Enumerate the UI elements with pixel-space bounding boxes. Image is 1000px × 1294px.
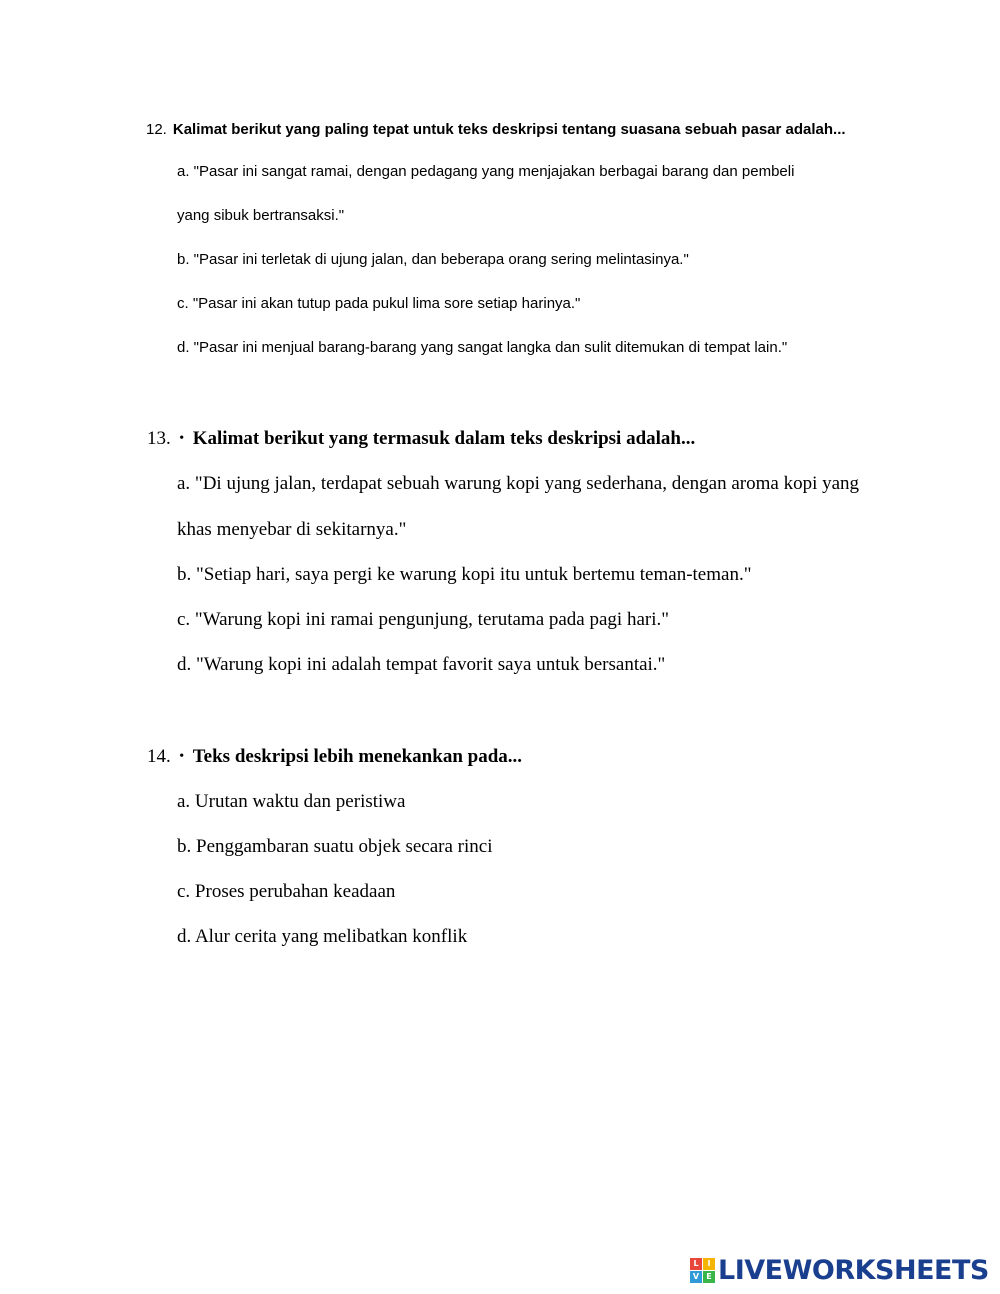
option-line: a. "Di ujung jalan, terdapat sebuah warung kopi yang sederhana, dengan aroma kopi yang (177, 473, 860, 494)
option-line: c. "Warung kopi ini ramai pengunjung, terutama pada pagi hari." (177, 609, 669, 630)
logo-mark-tile: V (690, 1271, 702, 1283)
logo-mark-tile: L (690, 1258, 702, 1270)
question-number: 14. (147, 746, 171, 767)
question-stem (147, 426, 947, 452)
bullet-icon: • (179, 431, 185, 446)
option-line: d. "Pasar ini menjual barang-barang yang sangat langka dan sulit ditemukan di tempat lain." (177, 339, 788, 356)
option-line: khas menyebar di sekitarnya." (177, 519, 407, 540)
question-text: Kalimat berikut yang termasuk dalam teks deskripsi adalah... (192, 428, 696, 449)
option-line: d. Alur cerita yang melibatkan konflik (177, 926, 468, 947)
question-stem (147, 744, 947, 770)
option-line: b. "Pasar ini terletak di ujung jalan, dan beberapa orang sering melintasinya." (177, 251, 689, 268)
option-line: c. "Pasar ini akan tutup pada pukul lima sore setiap harinya." (177, 295, 581, 312)
question-text: Kalimat berikut yang paling tepat untuk teks deskripsi tentang suasana sebuah pasar adalah... (172, 121, 846, 138)
liveworksheets-logo[interactable] (690, 1254, 989, 1286)
question-12 (146, 118, 946, 356)
logo-mark-icon (690, 1258, 715, 1283)
bullet-icon: • (179, 749, 185, 764)
option-line: b. "Setiap hari, saya pergi ke warung kopi itu untuk bertemu teman-teman." (177, 564, 752, 585)
question-number: 13. (147, 428, 171, 449)
option-line: a. Urutan waktu dan peristiwa (177, 791, 406, 812)
question-number: 12. (146, 121, 167, 138)
option-line: d. "Warung kopi ini adalah tempat favorit saya untuk bersantai." (177, 654, 666, 675)
option-line: b. Penggambaran suatu objek secara rinci (177, 836, 493, 857)
option-line: a. "Pasar ini sangat ramai, dengan pedagang yang menjajakan berbagai barang dan pembeli (177, 163, 795, 180)
option-line: c. Proses perubahan keadaan (177, 881, 396, 902)
logo-mark-tile: I (703, 1258, 715, 1270)
logo-text: LIVEWORKSHEETS (718, 1254, 989, 1286)
question-14 (147, 744, 947, 947)
question-text: Teks deskripsi lebih menekankan pada... (192, 746, 523, 767)
question-13 (147, 426, 947, 675)
logo-mark-tile: E (703, 1271, 715, 1283)
option-line: yang sibuk bertransaksi." (177, 207, 345, 224)
question-stem (146, 118, 946, 142)
